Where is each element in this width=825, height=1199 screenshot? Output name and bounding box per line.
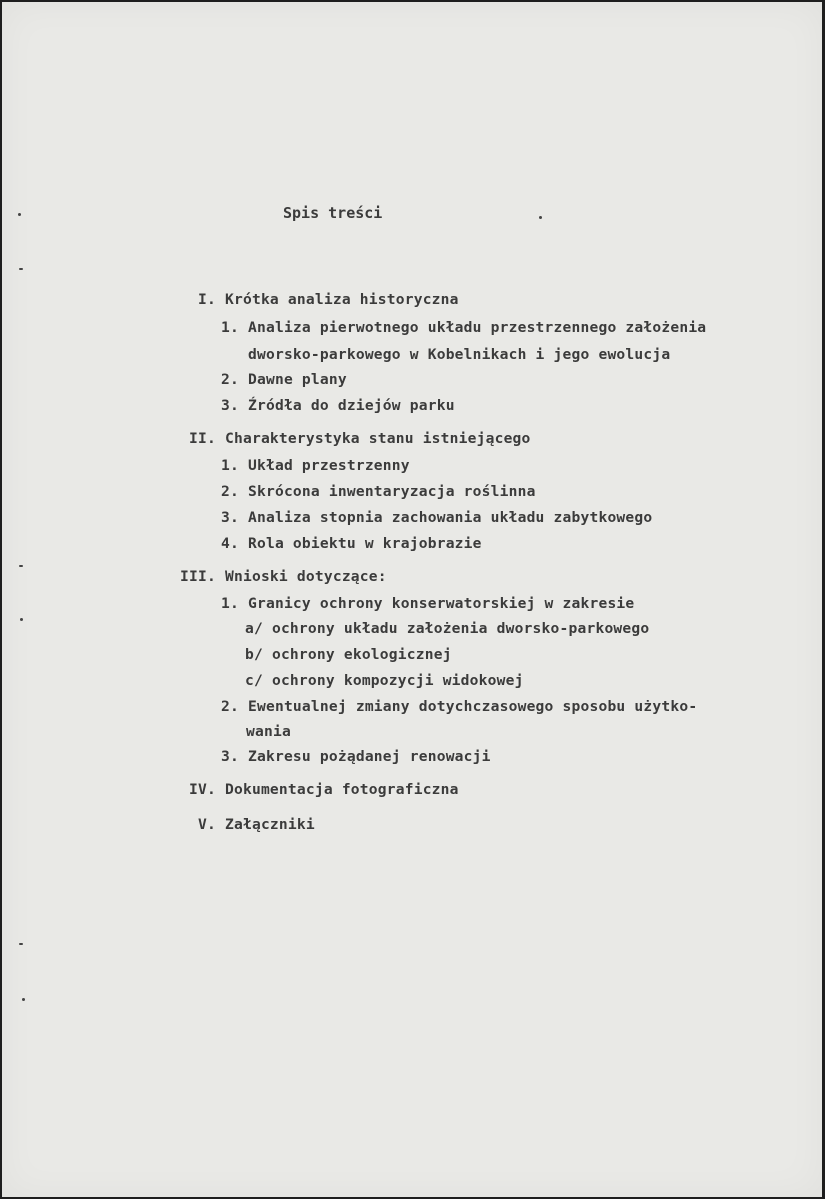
- toc-number: 1.: [221, 319, 239, 336]
- toc-item-3-1: [214, 595, 634, 612]
- toc-number: 1.: [221, 595, 239, 612]
- toc-item-1-2: [214, 371, 347, 388]
- toc-item-3-1-b: [245, 646, 452, 663]
- toc-text: Krótka analiza historyczna: [225, 291, 459, 308]
- toc-text: Analiza stopnia zachowania układu zabytkowego: [248, 509, 653, 526]
- toc-number: 3.: [221, 748, 239, 765]
- toc-text: Skrócona inwentaryzacja roślinna: [248, 483, 536, 500]
- toc-text: b/ ochrony ekologicznej: [245, 646, 452, 663]
- toc-text: Dokumentacja fotograficzna: [225, 781, 459, 798]
- scan-mark: [20, 618, 23, 621]
- toc-item-2-4: [214, 535, 482, 552]
- toc-text: Rola obiektu w krajobrazie: [248, 535, 482, 552]
- toc-item-3-1-c: [245, 672, 524, 689]
- toc-item-1-3: [214, 397, 455, 414]
- scan-mark: [19, 565, 23, 567]
- toc-section-2: [174, 430, 531, 447]
- toc-section-1: [186, 291, 459, 308]
- toc-text: Źródła do dziejów parku: [248, 397, 455, 414]
- toc-item-1-1: [214, 319, 706, 336]
- toc-number: II.: [189, 430, 216, 447]
- document-page: [2, 2, 822, 1197]
- toc-item-2-3: [214, 509, 652, 526]
- scan-mark: [19, 943, 23, 945]
- toc-text: Zakresu pożądanej renowacji: [248, 748, 491, 765]
- page-title: Spis treści: [283, 204, 383, 222]
- toc-section-4: [174, 781, 459, 798]
- toc-item-3-2: [214, 698, 697, 715]
- toc-text: dworsko-parkowego w Kobelnikach i jego ewolucja: [248, 346, 671, 363]
- scan-mark: [539, 216, 542, 219]
- scan-mark: [22, 998, 25, 1001]
- toc-number: 2.: [221, 483, 239, 500]
- toc-item-2-2: [214, 483, 536, 500]
- toc-text: Dawne plany: [248, 371, 347, 388]
- toc-text: Granicy ochrony konserwatorskiej w zakresie: [248, 595, 635, 612]
- toc-number: I.: [198, 291, 216, 308]
- scan-mark: [19, 268, 23, 270]
- toc-item-3-3: [214, 748, 491, 765]
- toc-text: Ewentualnej zmiany dotychczasowego sposobu użytko-: [248, 698, 698, 715]
- toc-text: Załączniki: [225, 816, 315, 833]
- toc-number: 3.: [221, 509, 239, 526]
- toc-text: Analiza pierwotnego układu przestrzennego założenia: [248, 319, 707, 336]
- toc-text: Charakterystyka stanu istniejącego: [225, 430, 531, 447]
- toc-text: c/ ochrony kompozycji widokowej: [245, 672, 524, 689]
- toc-number: V.: [198, 816, 216, 833]
- toc-number: III.: [180, 568, 216, 585]
- toc-item-1-1-continuation: [248, 346, 670, 363]
- toc-text: Układ przestrzenny: [248, 457, 410, 474]
- toc-number: 3.: [221, 397, 239, 414]
- toc-text: wania: [246, 723, 291, 740]
- scan-mark: [18, 213, 21, 216]
- toc-number: 1.: [221, 457, 239, 474]
- toc-item-2-1: [214, 457, 410, 474]
- toc-item-3-2-continuation: [246, 723, 291, 740]
- toc-item-3-1-a: [245, 620, 649, 637]
- toc-text: a/ ochrony układu założenia dworsko-parkowego: [245, 620, 650, 637]
- toc-number: IV.: [189, 781, 216, 798]
- toc-number: 2.: [221, 698, 239, 715]
- toc-number: 2.: [221, 371, 239, 388]
- toc-text: Wnioski dotyczące:: [225, 568, 387, 585]
- toc-section-5: [186, 816, 315, 833]
- toc-section-3: [160, 568, 387, 585]
- toc-number: 4.: [221, 535, 239, 552]
